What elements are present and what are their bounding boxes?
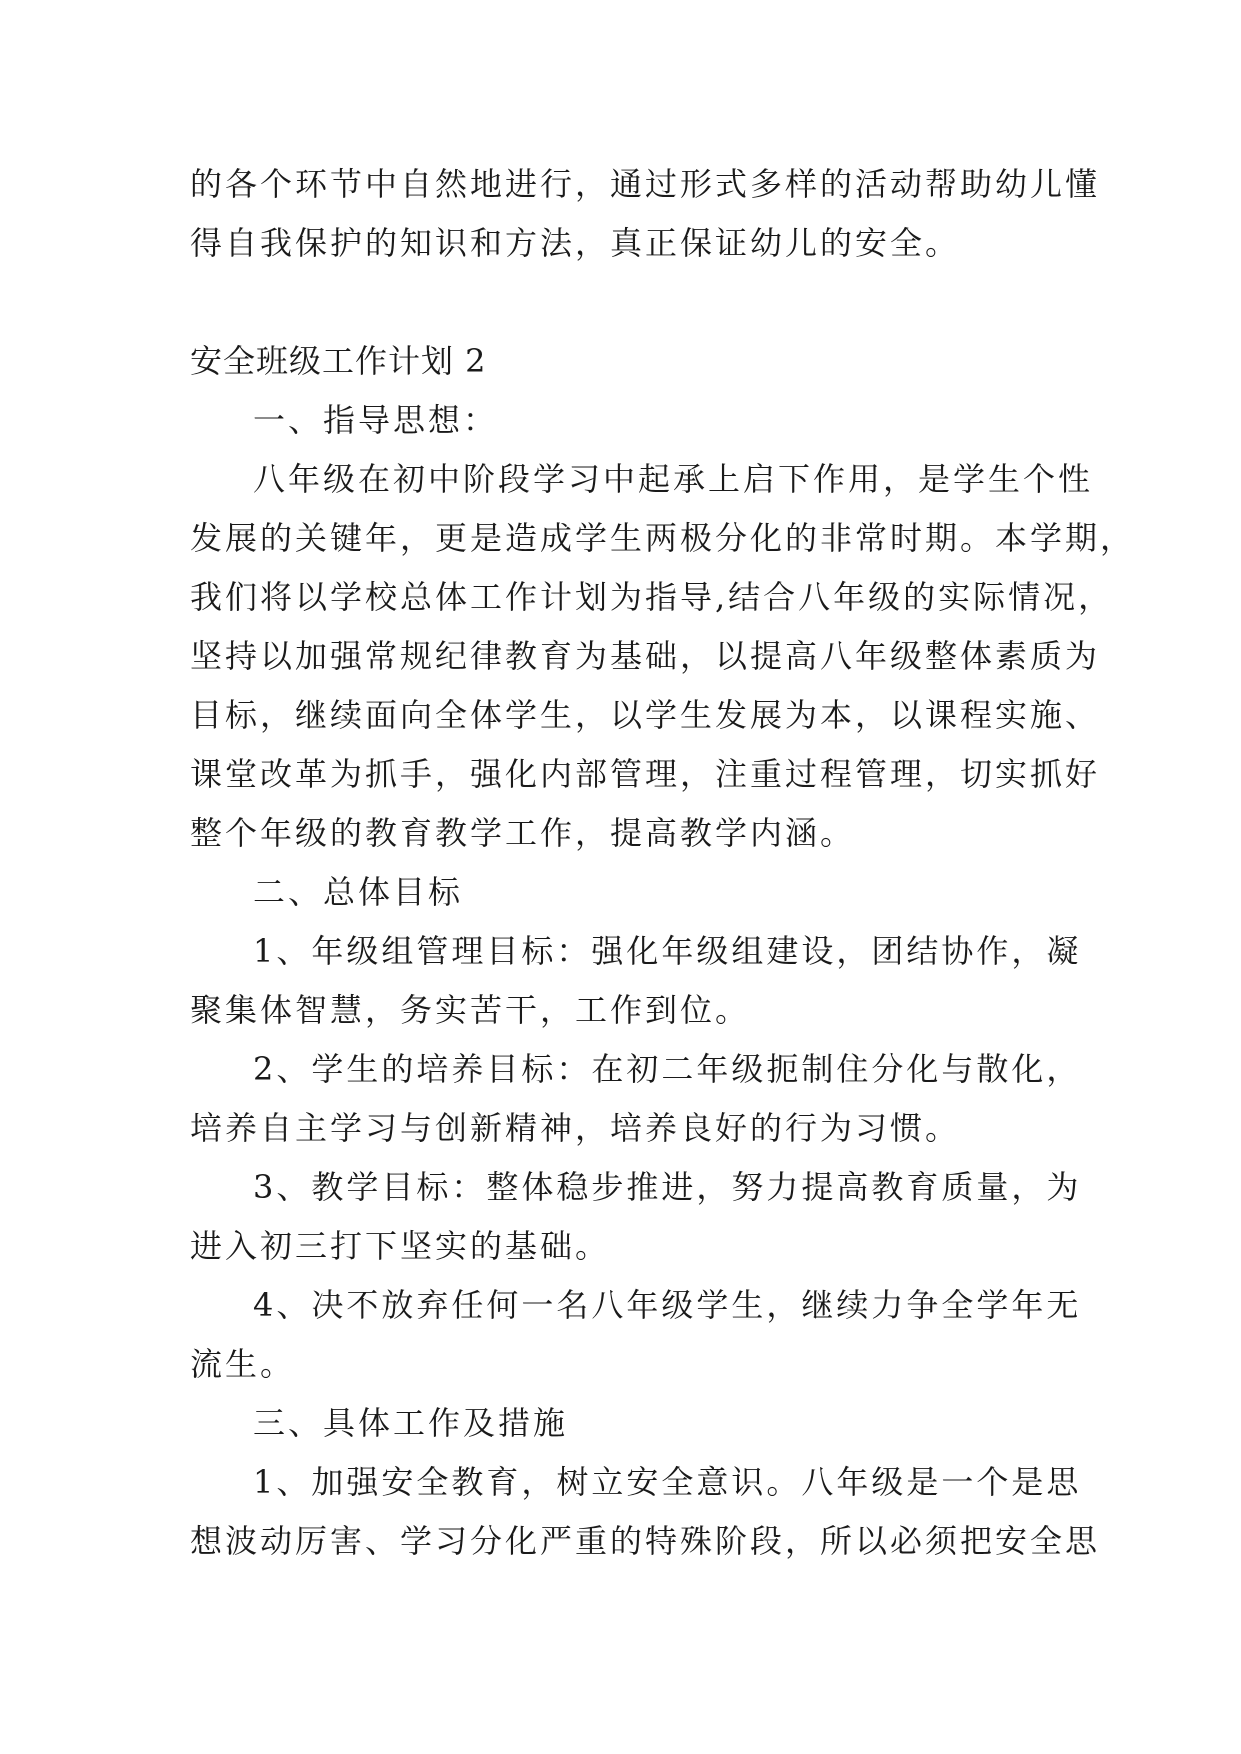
body-text-line: 课堂改革为抓手，强化内部管理，注重过程管理，切实抓好	[190, 755, 1101, 793]
heading-overall-goals: 二、总体目标	[253, 873, 464, 911]
body-text-line: 流生。	[190, 1345, 296, 1383]
body-text-line: 1、年级组管理目标：强化年级组建设，团结协作，凝	[253, 932, 1082, 970]
heading-specific-work: 三、具体工作及措施	[253, 1404, 569, 1442]
body-text-line: 2、学生的培养目标：在初二年级扼制住分化与散化，	[253, 1050, 1082, 1088]
body-text-line: 发展的关键年，更是造成学生两极分化的非常时期。本学期，	[190, 519, 1136, 557]
body-text-line: 我们将以学校总体工作计划为指导,结合八年级的实际情况，	[190, 578, 1114, 616]
body-text-line: 八年级在初中阶段学习中起承上启下作用，是学生个性	[253, 460, 1094, 498]
heading-guiding-ideas: 一、指导思想：	[253, 401, 499, 439]
body-text-line: 得自我保护的知识和方法，真正保证幼儿的安全。	[190, 224, 961, 262]
body-text-line: 的各个环节中自然地进行，通过形式多样的活动帮助幼儿懂	[190, 165, 1101, 203]
section-title: 安全班级工作计划 2	[190, 342, 487, 380]
body-text-line: 进入初三打下坚实的基础。	[190, 1227, 611, 1265]
body-text-line: 目标，继续面向全体学生，以学生发展为本，以课程实施、	[190, 696, 1101, 734]
body-text-line: 培养自主学习与创新精神，培养良好的行为习惯。	[190, 1109, 961, 1147]
body-text-line: 整个年级的教育教学工作，提高教学内涵。	[190, 814, 856, 852]
body-text-line: 1、加强安全教育，树立安全意识。八年级是一个是思	[253, 1463, 1082, 1501]
body-text-line: 想波动厉害、学习分化严重的特殊阶段，所以必须把安全思	[190, 1522, 1101, 1560]
body-text-line: 坚持以加强常规纪律教育为基础，以提高八年级整体素质为	[190, 637, 1101, 675]
body-text-line: 聚集体智慧，务实苦干，工作到位。	[190, 991, 751, 1029]
body-text-line: 3、教学目标：整体稳步推进，努力提高教育质量，为	[253, 1168, 1082, 1206]
body-text-line: 4、决不放弃任何一名八年级学生，继续力争全学年无	[253, 1286, 1082, 1324]
